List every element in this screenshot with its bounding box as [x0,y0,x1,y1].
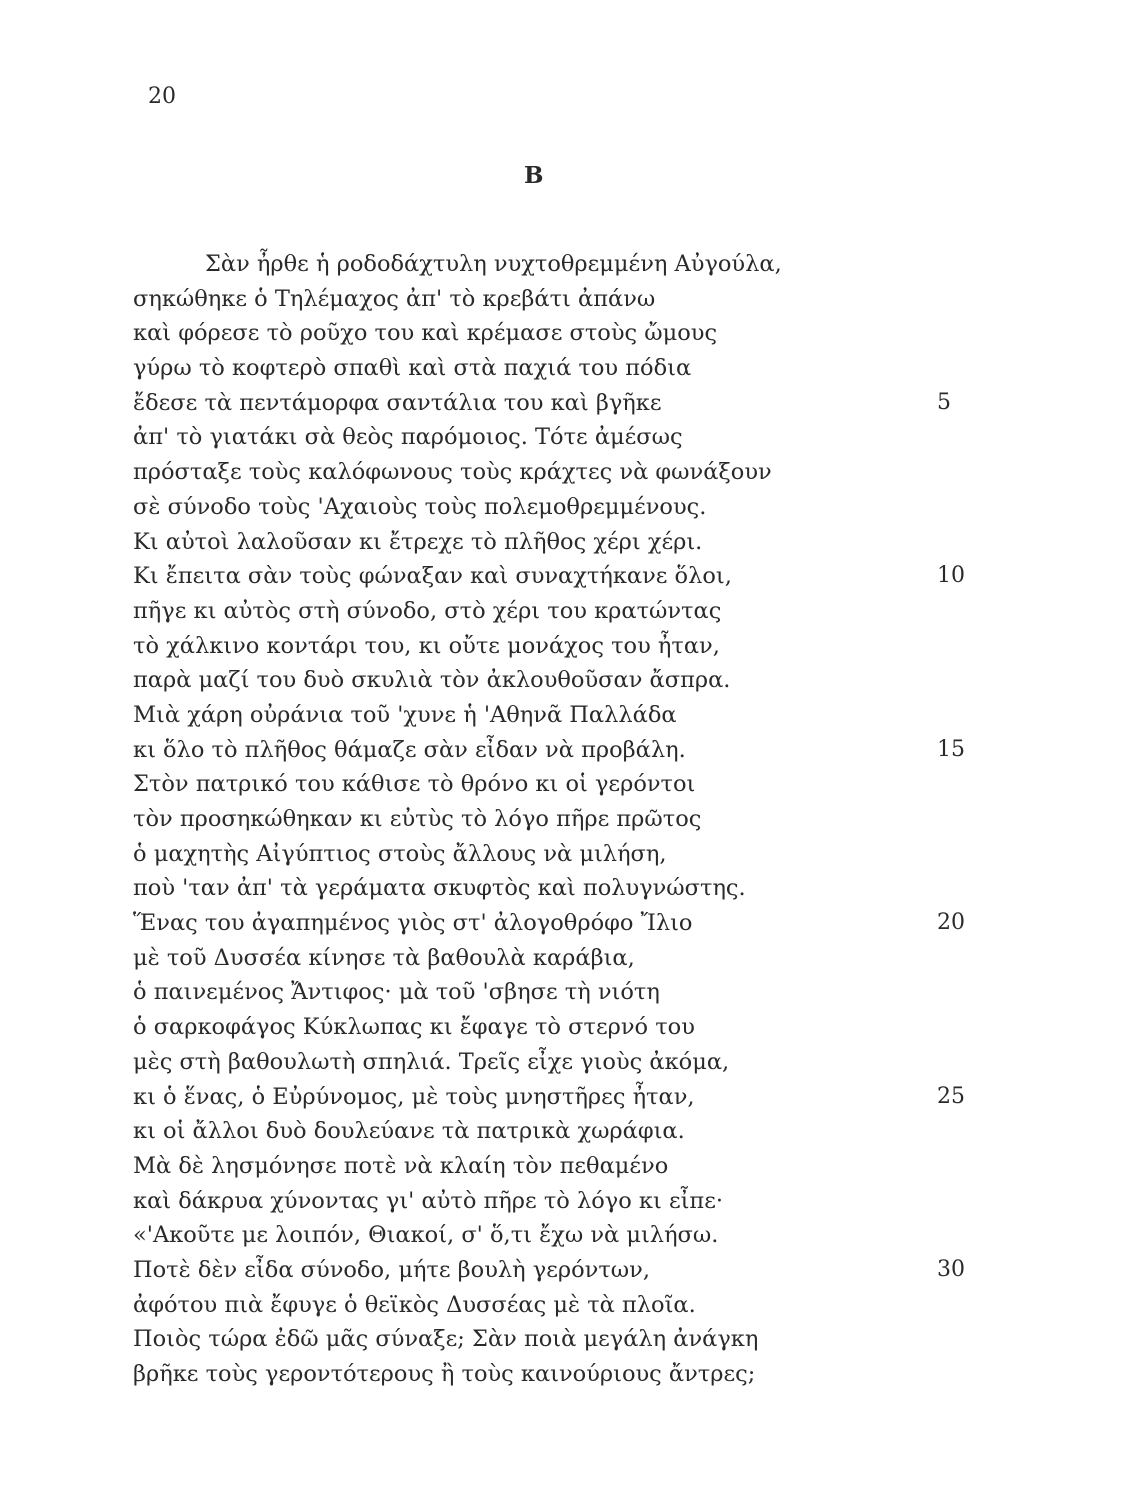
verse-line [133,420,1013,455]
verse-text: Μιὰ χάρη οὐράνια τοῦ 'χυνε ἡ 'Αθηνᾶ Παλλάδα [133,701,677,728]
verse-text: κι οἱ ἄλλοι δυὸ δουλεύανε τὰ πατρικὰ χωράφια. [133,1118,685,1145]
verse-line [133,1218,1013,1253]
verse-line [133,1357,1013,1392]
verse-text: μὲ τοῦ Δυσσέα κίνησε τὰ βαθουλὰ καράβια, [133,944,635,971]
verse-line [133,663,1013,698]
verse-text: πῆγε κι αὐτὸς στὴ σύνοδο, στὸ χέρι του κρατώντας [133,597,722,624]
verse-line [133,698,1013,733]
verse-line [133,975,1013,1010]
verse-text: ποὺ 'ταν ἀπ' τὰ γεράματα σκυφτὸς καὶ πολυγνώστης. [133,875,746,902]
verse-line [133,1080,1013,1115]
verse-text: ἀπ' τὸ γιατάκι σὰ θεὸς παρόμοιος. Τότε ἀμέσως [133,424,683,451]
verse-line [133,1184,1013,1219]
verse-line [133,386,1013,421]
verse-text: ὁ σαρκοφάγος Κύκλωπας κι ἔφαγε τὸ στερνό του [133,1014,695,1041]
verse-text: Ποιὸς τώρα ἐδῶ μᾶς σύναξε; Σὰν ποιὰ μεγάλη ἀνάγκη [133,1326,759,1353]
verse-text: Ποτὲ δὲν εἶδα σύνοδο, μήτε βουλὴ γερόντων, [133,1256,650,1283]
verse-line [133,490,1013,525]
verse-text: ἀφότου πιὰ ἔφυγε ὁ θεϊκὸς Δυσσέας μὲ τὰ πλοῖα. [133,1291,696,1318]
page-number: 20 [148,84,176,109]
verse-text: Σὰν ἦρθε ἡ ροδοδάχτυλη νυχτοθρεμμένη Αὐγούλα, [205,251,782,277]
line-number: 30 [937,1256,965,1282]
verse-text: παρὰ μαζί του δυὸ σκυλιὰ τὸν ἀκλουθοῦσαν ἄσπρα. [133,667,731,694]
verse-text: μὲς στὴ βαθουλωτὴ σπηλιά. Τρεῖς εἶχε γιοὺς ἀκόμα, [133,1048,730,1075]
verse-text: ἔδεσε τὰ πεντάμορφα σαντάλια του καὶ βγῆκε [133,389,662,416]
line-number: 25 [937,1083,965,1109]
verse-line [133,1322,1013,1357]
verse-line [133,594,1013,629]
verse-text: Κι αὐτοὶ λαλοῦσαν κι ἔτρεχε τὸ πλῆθος χέρι χέρι. [133,528,703,555]
verse-line [133,802,1013,837]
verse-line [133,906,1013,941]
book-heading: Β [524,162,544,189]
verse-text: σὲ σύνοδο τοὺς 'Αχαιοὺς τοὺς πολεμοθρεμμένους. [133,493,707,520]
verse-text: τὸ χάλκινο κοντάρι του, κι οὔτε μονάχος του ἦταν, [133,632,720,659]
verse-text: Στὸν πατρικό του κάθισε τὸ θρόνο κι οἱ γερόντοι [133,771,696,798]
verse-text: γύρω τὸ κοφτερὸ σπαθὶ καὶ στὰ παχιά του πόδια [133,355,692,382]
verse-line [133,525,1013,560]
verse-text: Κι ἔπειτα σὰν τοὺς φώναξαν καὶ συναχτήκανε ὅλοι, [133,563,732,590]
verse-text: ὁ παινεμένος Ἄντιφος· μὰ τοῦ 'σβησε τὴ νιότη [133,979,660,1006]
verse-line [133,1288,1013,1323]
verse-line [133,1253,1013,1288]
verse-line [133,733,1013,768]
verse-text: ὁ μαχητὴς Αἰγύπτιος στοὺς ἄλλους νὰ μιλήση, [133,840,667,867]
verse-text: σηκώθηκε ὁ Τηλέμαχος ἀπ' τὸ κρεβάτι ἀπάνω [133,285,656,312]
verse-text: «'Ακοῦτε με λοιπόν, Θιακοί, σ' ὅ,τι ἔχω νὰ μιλήσω. [133,1222,719,1249]
verse-line [133,247,1013,282]
verse-line [133,455,1013,490]
verse-line [133,559,1013,594]
verse-line [133,767,1013,802]
verse-line [133,1045,1013,1080]
line-number: 15 [937,736,965,762]
verse-text: Ἕνας του ἀγαπημένος γιὸς στ' ἀλογοθρόφο Ἴλιο [133,910,693,937]
verse-line [133,1149,1013,1184]
line-number: 20 [937,910,965,936]
line-number: 10 [937,563,965,589]
poem-text [133,247,1013,1392]
line-number: 5 [937,389,951,415]
verse-text: τὸν προσηκώθηκαν κι εὐτὺς τὸ λόγο πῆρε πρῶτος [133,806,702,832]
verse-line [133,629,1013,664]
verse-line [133,871,1013,906]
verse-line [133,837,1013,872]
verse-line [133,351,1013,386]
verse-line [133,316,1013,351]
verse-text: Μὰ δὲ λησμόνησε ποτὲ νὰ κλαίη τὸν πεθαμένο [133,1152,669,1179]
verse-text: κι ὅλο τὸ πλῆθος θάμαζε σὰν εἶδαν νὰ προβάλη. [133,736,686,763]
verse-text: καὶ δάκρυα χύνοντας γι' αὐτὸ πῆρε τὸ λόγο κι εἶπε· [133,1187,724,1214]
verse-line [133,941,1013,976]
verse-text: καὶ φόρεσε τὸ ροῦχο του καὶ κρέμασε στοὺς ὤμους [133,320,718,347]
verse-text: κι ὁ ἕνας, ὁ Εὐρύνομος, μὲ τοὺς μνηστῆρες ἦταν, [133,1083,695,1110]
verse-line [133,282,1013,317]
verse-text: πρόσταξε τοὺς καλόφωνους τοὺς κράχτες νὰ φωνάξουν [133,459,772,486]
verse-text: βρῆκε τοὺς γεροντότερους ἢ τοὺς καινούριους ἄντρες; [133,1361,756,1387]
verse-line [133,1010,1013,1045]
verse-line [133,1114,1013,1149]
